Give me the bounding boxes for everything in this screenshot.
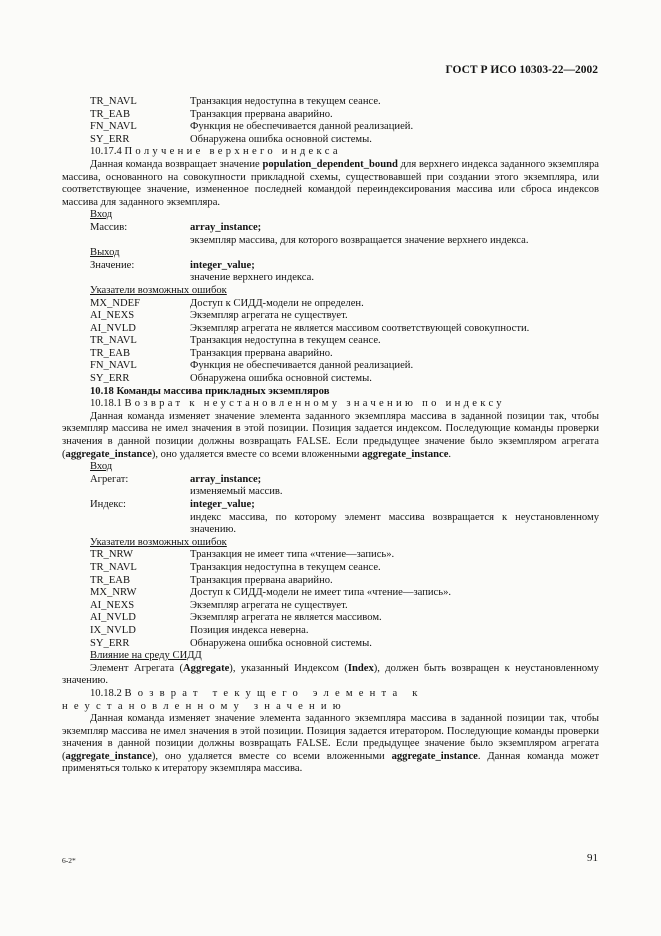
param-name: Индекс: <box>90 499 126 510</box>
error-desc: Доступ к СИДД-модели не имеет типа «чтение—запись». <box>190 587 452 599</box>
paragraph-text: ), оно удаляется вместе со всеми вложенными <box>151 448 363 460</box>
paragraph-text: Данная команда изменяет значение элемента заданного экземпляра массива в заданной позиции так, чтобы экземпляр массива не имел значения в этой позиции. Позиция задается индексом. Последующие команды проверки значения в данной позиции должны возвращать FALSE. Если предыдущее значение было экземпляром агрегата ( <box>62 410 599 460</box>
paragraph-text: ), оно удаляется вместе со всеми вложенными <box>151 750 392 762</box>
input-param-desc-row <box>62 235 599 248</box>
error-row <box>62 638 599 651</box>
section-title: Получение верхнего индекса <box>124 146 341 158</box>
error-code: TR_NAVL <box>90 561 137 573</box>
section-10-17-4-heading <box>62 146 599 159</box>
error-code: TR_NAVL <box>90 96 137 107</box>
section-10-17-4-paragraph <box>62 159 599 209</box>
paragraph-text: ), указанный Индексом ( <box>229 662 348 674</box>
error-row <box>62 96 599 109</box>
error-code: SY_ERR <box>90 637 130 649</box>
error-code: SY_ERR <box>90 133 130 145</box>
bold-term: aggregate_instance <box>391 750 478 762</box>
error-row <box>62 587 599 600</box>
error-desc: Транзакция прервана аварийно. <box>190 574 333 586</box>
section-number: 10.18.1 <box>90 398 125 410</box>
error-desc: Транзакция недоступна в текущем сеансе. <box>190 96 381 107</box>
paragraph-text: . <box>448 448 452 460</box>
paragraph-text: . Данная команда может применяться только к итератору экземпляра массива. <box>62 750 599 775</box>
error-code: AI_NVLD <box>90 612 136 624</box>
paragraph-text: Элемент Агрегата ( <box>90 662 184 674</box>
paragraph-text: ), должен быть возвращен к неустановленному значению. <box>62 662 599 687</box>
param-type: integer_value; <box>190 259 255 271</box>
error-row <box>62 575 599 588</box>
section-number: 10.18.2 <box>90 687 125 699</box>
error-row <box>62 612 599 625</box>
section-10-18-2-heading <box>62 688 599 713</box>
error-code: AI_NEXS <box>90 599 135 611</box>
errors-label: Указатели возможных ошибок <box>90 284 227 296</box>
error-desc: Функция не обеспечивается данной реализацией. <box>190 121 414 133</box>
section-10-18-heading: 10.18 Команды массива прикладных экземпляров <box>90 385 330 397</box>
error-desc: Транзакция недоступна в текущем сеансе. <box>190 335 381 347</box>
input-label: Вход <box>90 209 113 221</box>
output-param <box>62 260 599 273</box>
error-row <box>62 335 599 348</box>
bold-term: Aggregate <box>183 662 230 674</box>
error-row <box>62 298 599 311</box>
section-10-18-1-paragraph <box>62 411 599 461</box>
errors-label: Указатели возможных ошибок <box>90 536 227 548</box>
error-row <box>62 562 599 575</box>
error-row <box>62 310 599 323</box>
error-desc: Позиция индекса неверна. <box>190 624 309 636</box>
input-param <box>62 222 599 235</box>
error-desc: Экземпляр агрегата не является массивом. <box>190 612 382 624</box>
paragraph-text: для верхнего индекса заданного экземпляра массива, основанного на совокупности прикладной схемы, существовавшей при создании этого экземпляра, или соответствующее значение, измененное последней командой переиндексирования массива или сброса индексов массива для заданного экземпляра. <box>62 158 599 208</box>
error-code: TR_EAB <box>90 108 131 120</box>
error-row <box>62 360 599 373</box>
error-code: FN_NAVL <box>90 360 137 372</box>
input-label: Вход <box>90 461 113 473</box>
input-param <box>62 499 599 512</box>
error-code: FN_NAVL <box>90 121 137 133</box>
error-desc: Функция не обеспечивается данной реализацией. <box>190 360 414 372</box>
bold-term: population_dependent_bound <box>262 158 398 170</box>
param-desc: значение верхнего индекса. <box>190 272 314 284</box>
param-desc: индекс массива, по которому элемент массива возвращается к неустановленному значению. <box>190 511 599 536</box>
error-code: AI_NVLD <box>90 322 136 334</box>
paragraph-text: Данная команда изменяет значение элемента заданного экземпляра массива в заданной позиции так, чтобы экземпляр массива не имел значения в этой позиции. Позиция задается итератором. Последующие команды проверки значения в данной позиции должны возвращать FALSE. Если предыдущее значение было экземпляром агрегата ( <box>62 713 599 762</box>
error-row <box>62 323 599 336</box>
param-type: array_instance; <box>190 473 262 485</box>
error-row <box>62 600 599 613</box>
param-name: Значение: <box>90 259 135 271</box>
error-code: MX_NRW <box>90 587 137 599</box>
error-code: IX_NVLD <box>90 624 136 636</box>
error-code: AI_NEXS <box>90 310 135 322</box>
section-10-18-1-heading <box>62 398 599 411</box>
output-label: Выход <box>90 247 120 259</box>
error-desc: Транзакция недоступна в текущем сеансе. <box>190 561 381 573</box>
page-header: ГОСТ Р ИСО 10303-22—2002 <box>445 64 598 76</box>
error-row <box>62 625 599 638</box>
error-code: MX_NDEF <box>90 297 141 309</box>
error-desc: Транзакция прервана аварийно. <box>190 347 333 359</box>
page-content <box>62 96 599 776</box>
bold-term: aggregate_instance <box>65 750 152 762</box>
param-type: integer_value; <box>190 499 255 510</box>
error-code: TR_NAVL <box>90 335 137 347</box>
input-param-desc-row <box>62 486 599 499</box>
param-type: array_instance; <box>190 221 262 233</box>
param-desc: изменяемый массив. <box>190 486 283 498</box>
bold-term: aggregate_instance <box>65 448 152 460</box>
error-row <box>62 134 599 147</box>
error-list <box>62 549 599 650</box>
footer-sheet-mark: 6-2* <box>62 856 76 865</box>
param-desc: экземпляр массива, для которого возвращается значение верхнего индекса. <box>190 234 529 246</box>
error-row <box>62 121 599 134</box>
section-title: Возврат к неустановленному значению по индексу <box>124 398 505 410</box>
page-number: 91 <box>587 852 598 864</box>
section-10-18-2-paragraph <box>62 713 599 776</box>
error-desc: Экземпляр агрегата не существует. <box>190 310 348 322</box>
effect-label: Влияние на среду СИДД <box>90 650 202 662</box>
param-name: Массив: <box>90 221 128 233</box>
error-row <box>62 373 599 386</box>
error-code: SY_ERR <box>90 373 130 385</box>
error-desc: Транзакция прервана аварийно. <box>190 108 333 120</box>
error-desc: Транзакция не имеет типа «чтение—запись». <box>190 549 395 561</box>
error-desc: Экземпляр агрегата не является массивом соответствующей совокупности. <box>190 322 530 334</box>
error-desc: Доступ к СИДД-модели не определен. <box>190 297 364 309</box>
error-row <box>62 549 599 562</box>
param-name: Агрегат: <box>90 473 129 485</box>
bold-term: aggregate_instance <box>362 448 449 460</box>
error-desc: Обнаружена ошибка основной системы. <box>190 133 372 145</box>
error-desc: Экземпляр агрегата не существует. <box>190 599 348 611</box>
error-code: TR_EAB <box>90 574 131 586</box>
input-param <box>62 474 599 487</box>
paragraph-text: Данная команда возвращает значение <box>90 158 263 170</box>
section-number: 10.17.4 <box>90 146 125 158</box>
output-param-desc-row <box>62 272 599 285</box>
error-desc: Обнаружена ошибка основной системы. <box>190 373 372 385</box>
error-list <box>62 298 599 386</box>
error-code: TR_NRW <box>90 549 133 561</box>
error-list-continued <box>62 96 599 146</box>
error-code: TR_EAB <box>90 347 131 359</box>
effect-paragraph <box>62 663 599 688</box>
error-row <box>62 109 599 122</box>
section-title: Возврат текущего элемента к неустановленному значению <box>62 687 424 712</box>
input-param-desc-row <box>62 512 599 537</box>
error-desc: Обнаружена ошибка основной системы. <box>190 637 372 649</box>
error-row <box>62 348 599 361</box>
bold-term: Index <box>347 662 374 674</box>
